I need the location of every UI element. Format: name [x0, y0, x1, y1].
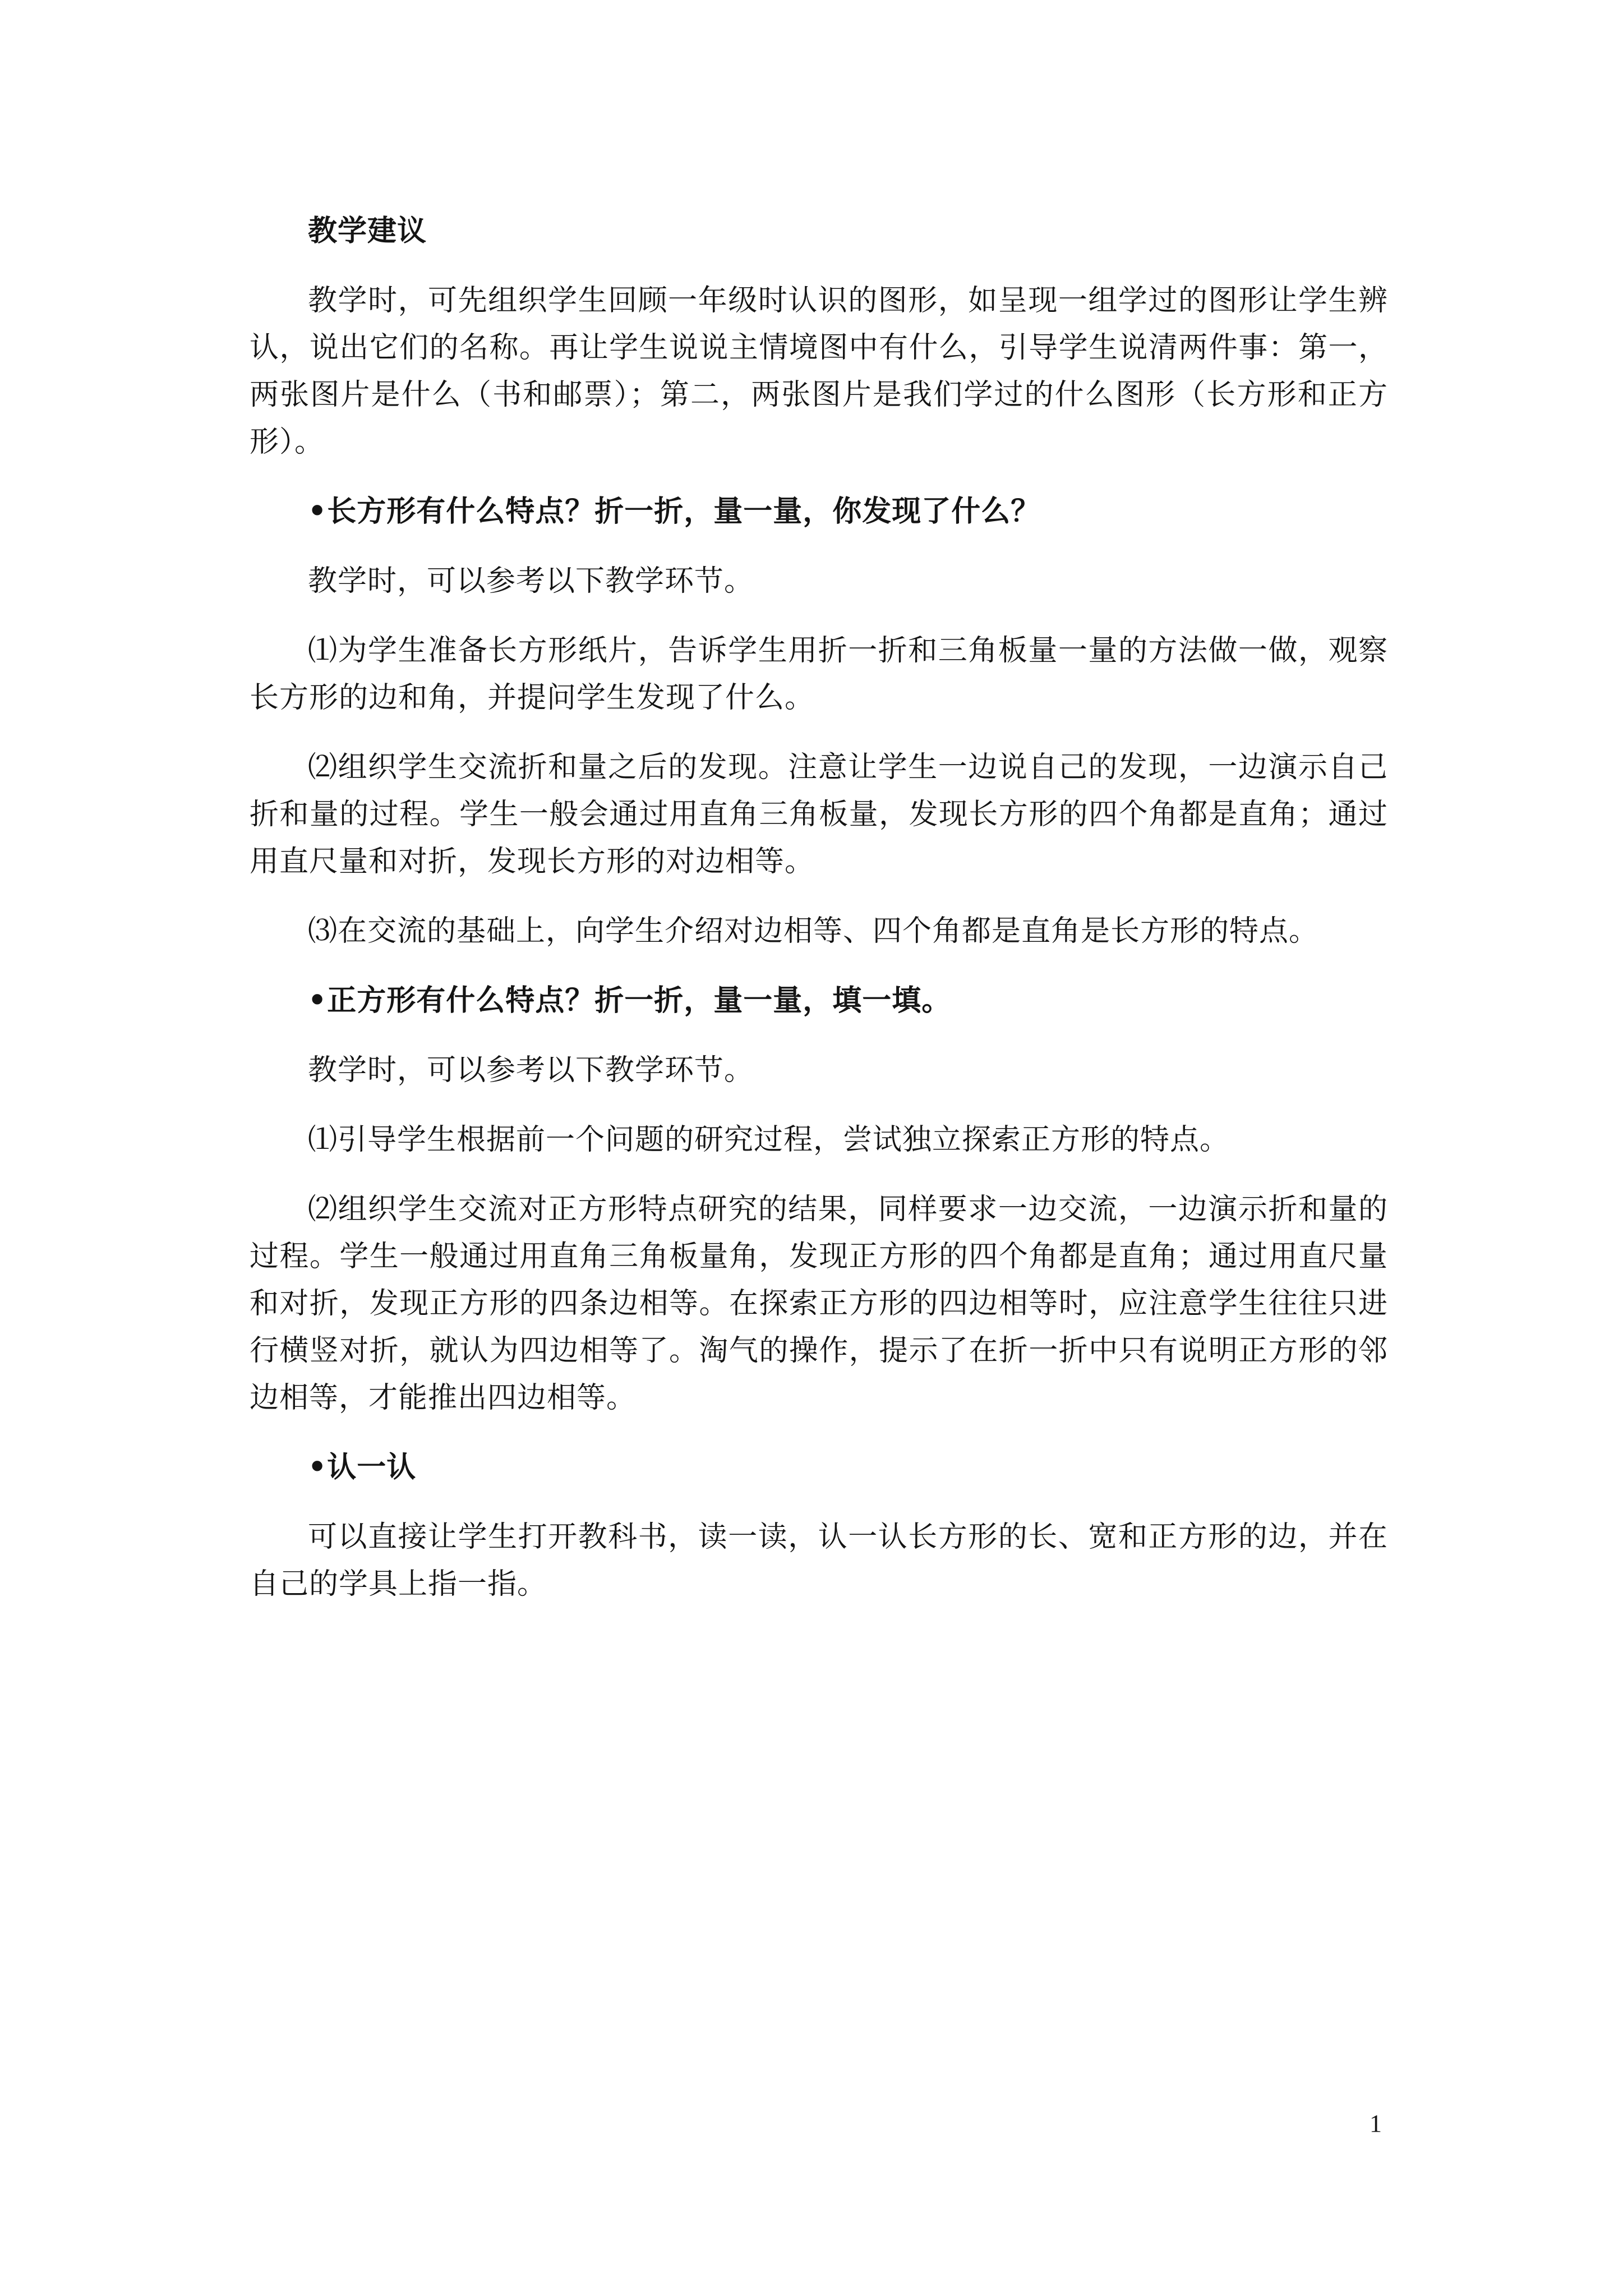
paragraph-intro: 教学时，可先组织学生回顾一年级时认识的图形，如呈现一组学过的图形让学生辨认，说出它们的名称。再让学生说说主情境图中有什么，引导学生说清两件事：第一，两张图片是什么（书和邮票）；第二，两张图片是我们学过的什么图形（长方形和正方形）。 [250, 284, 1388, 459]
document-body [250, 208, 1388, 1630]
paragraph-rect-steps-intro: 教学时，可以参考以下教学环节。 [308, 564, 754, 598]
heading-rectangle-features: •长方形有什么特点？折一折，量一量，你发现了什么？ [308, 494, 1041, 528]
paragraph-recognize: 可以直接让学生打开教科书，读一读，认一认长方形的长、宽和正方形的边，并在自己的学具上指一指。 [250, 1520, 1388, 1601]
paragraph-square-step-1: ⑴引导学生根据前一个问题的研究过程，尝试独立探索正方形的特点。 [308, 1123, 1230, 1157]
heading-teaching-advice: 教学建议 [308, 214, 427, 248]
paragraph-square-steps-intro: 教学时，可以参考以下教学环节。 [308, 1053, 754, 1087]
heading-recognize: •认一认 [308, 1450, 417, 1484]
paragraph-square-step-2: ⑵组织学生交流对正方形特点研究的结果，同样要求一边交流，一边演示折和量的过程。学生一般通过用直角三角板量角，发现正方形的四个角都是直角；通过用直尺量和对折，发现正方形的四条边相等。在探索正方形的四边相等时，应注意学生往往只进行横竖对折，就认为四边相等了。淘气的操作，提示了在折一折中只有说明正方形的邻边相等，才能推出四边相等。 [250, 1193, 1388, 1415]
paragraph-rect-step-1: ⑴为学生准备长方形纸片，告诉学生用折一折和三角板量一量的方法做一做，观察长方形的边和角，并提问学生发现了什么。 [250, 634, 1388, 715]
page-number: 1 [1370, 2110, 1382, 2137]
paragraph-rect-step-3: ⑶在交流的基础上，向学生介绍对边相等、四个角都是直角是长方形的特点。 [308, 914, 1319, 948]
heading-square-features: •正方形有什么特点？折一折，量一量，填一填。 [308, 983, 952, 1018]
paragraph-rect-step-2: ⑵组织学生交流折和量之后的发现。注意让学生一边说自己的发现，一边演示自己折和量的过程。学生一般会通过用直角三角板量，发现长方形的四个角都是直角；通过用直尺量和对折，发现长方形的对边相等。 [250, 751, 1388, 878]
